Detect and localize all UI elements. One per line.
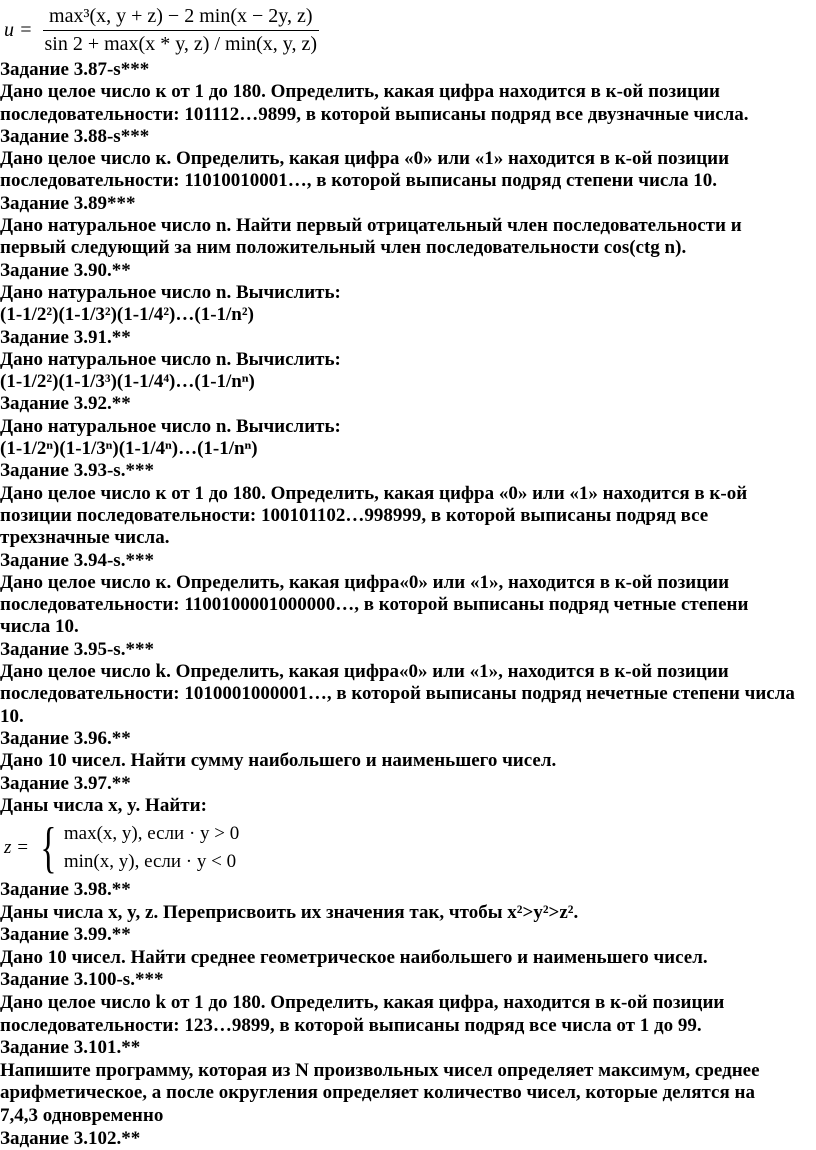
task-text-line: (1-1/2ⁿ)(1-1/3ⁿ)(1-1/4ⁿ)…(1-1/nⁿ) [0, 438, 258, 460]
task-text-line: Дано 10 чисел. Найти сумму наибольшего и наименьшего чисел. [0, 750, 557, 772]
task-text-line: Дано целое число к. Определить, какая цифра «0» или «1» находится в к-ой позиции [0, 148, 730, 170]
task-text-line: числа 10. [0, 616, 79, 638]
task-text-line: Дано целое число к. Определить, какая цифра«0» или «1», находится в к-ой позиции [0, 571, 730, 593]
task-text-line: Дано целое число к от 1 до 180. Определить, какая цифра «0» или «1» находится в к-ой [0, 482, 748, 504]
brace-symbol: { [40, 817, 57, 880]
task-heading: Задание 3.93-s.*** [0, 460, 154, 482]
task-heading: Задание 3.88-s*** [0, 125, 150, 147]
formula-u-lhs: u = [4, 18, 33, 41]
task-text-line: Дано натуральное число n. Найти первый отрицательный член последовательности и [0, 215, 742, 237]
formula-z-case-1: max(x, y), если · y > 0 [63, 823, 240, 845]
formula-u-denominator: sin 2 + max(x * y, z) / min(x, y, z) [44, 32, 318, 55]
task-text-line: Напишите программу, которая из N произвольных чисел определяет максимум, среднее [0, 1059, 760, 1081]
task-heading: Задание 3.97.** [0, 772, 131, 794]
task-heading: Задание 3.101.** [0, 1037, 141, 1059]
task-text-line: последовательности: 11010010001…, в которой выписаны подряд степени числа 10. [0, 170, 717, 192]
formula-z-cases [64, 820, 239, 876]
task-heading: Задание 3.98.** [0, 879, 131, 901]
task-text-line: Даны числа x, y, z. Переприсвоить их значения так, чтобы x²>y²>z². [0, 901, 579, 923]
task-heading: Задание 3.91.** [0, 326, 131, 348]
task-text-line: (1-1/2²)(1-1/3²)(1-1/4²)…(1-1/n²) [0, 304, 254, 326]
task-heading: Задание 3.87-s*** [0, 59, 150, 80]
task-heading: Задание 3.89*** [0, 192, 136, 214]
task-text-line: первый следующий за ним положительный член последовательности cos(ctg n). [0, 237, 687, 259]
task-text-line: последовательности: 123…9899, в которой выписаны подряд все числа от 1 до 99. [0, 1014, 702, 1036]
task-heading: Задание 3.90.** [0, 259, 131, 281]
task-heading: Задание 3.94-s.*** [0, 549, 154, 571]
task-text-line: Дано 10 чисел. Найти среднее геометрическое наибольшего и наименьшего чисел. [0, 946, 708, 968]
task-text-line: Дано целое число k. Определить, какая цифра«0» или «1», находится в к-ой позиции [0, 661, 729, 683]
task-heading: Задание 3.102.** [0, 1127, 141, 1149]
task-text-line: последовательности: 1010001000001…, в которой выписаны подряд нечетные степени числа [0, 683, 795, 705]
task-heading: Задание 3.100-s.*** [0, 969, 164, 991]
task-text-line: последовательности: 1100100001000000…, в которой выписаны подряд четные степени [0, 594, 749, 616]
task-text-line: трехзначные числа. [0, 527, 170, 549]
tasks-part-b [0, 879, 816, 1150]
formula-z [0, 817, 816, 879]
task-text-line: последовательности: 101112…9899, в которой выписаны подряд все двузначные числа. [0, 103, 749, 125]
task-text-line: Дано целое число k от 1 до 180. Определить, какая цифра, находится в к-ой позиции [0, 992, 725, 1014]
formula-z-lhs: z = [4, 836, 29, 858]
task-text-line: (1-1/2²)(1-1/3³)(1-1/4⁴)…(1-1/nⁿ) [0, 371, 255, 393]
task-text-line: позиции последовательности: 100101102…998999, в которой выписаны подряд все [0, 504, 709, 526]
task-text-line: 10. [0, 705, 24, 727]
task-heading: Задание 3.99.** [0, 924, 131, 946]
task-heading: Задание 3.92.** [0, 393, 131, 415]
task-text-line: Дано натуральное число n. Вычислить: [0, 348, 341, 370]
formula-u-fraction [39, 5, 324, 56]
tasks-part-a [0, 59, 816, 817]
task-text-line: арифметическое, а после округления определяет количество чисел, которые делятся на [0, 1082, 755, 1104]
task-heading: Задание 3.95-s.*** [0, 638, 154, 660]
formula-u [4, 0, 323, 60]
formula-z-case-2: min(x, y), если · y < 0 [63, 851, 237, 873]
task-text-line: Даны числа x, y. Найти: [0, 794, 207, 816]
task-heading: Задание 3.96.** [0, 727, 131, 749]
task-text-line: 7,4,3 одновременно [0, 1105, 164, 1127]
formula-u-numerator: max³(x, y + z) − 2 min(x − 2y, z) [43, 5, 318, 31]
document-body [0, 59, 816, 1150]
task-text-line: Дано натуральное число n. Вычислить: [0, 281, 341, 303]
task-text-line: Дано целое число к от 1 до 180. Определить, какая цифра находится в к-ой позиции [0, 81, 720, 103]
task-text-line: Дано натуральное число n. Вычислить: [0, 415, 341, 437]
